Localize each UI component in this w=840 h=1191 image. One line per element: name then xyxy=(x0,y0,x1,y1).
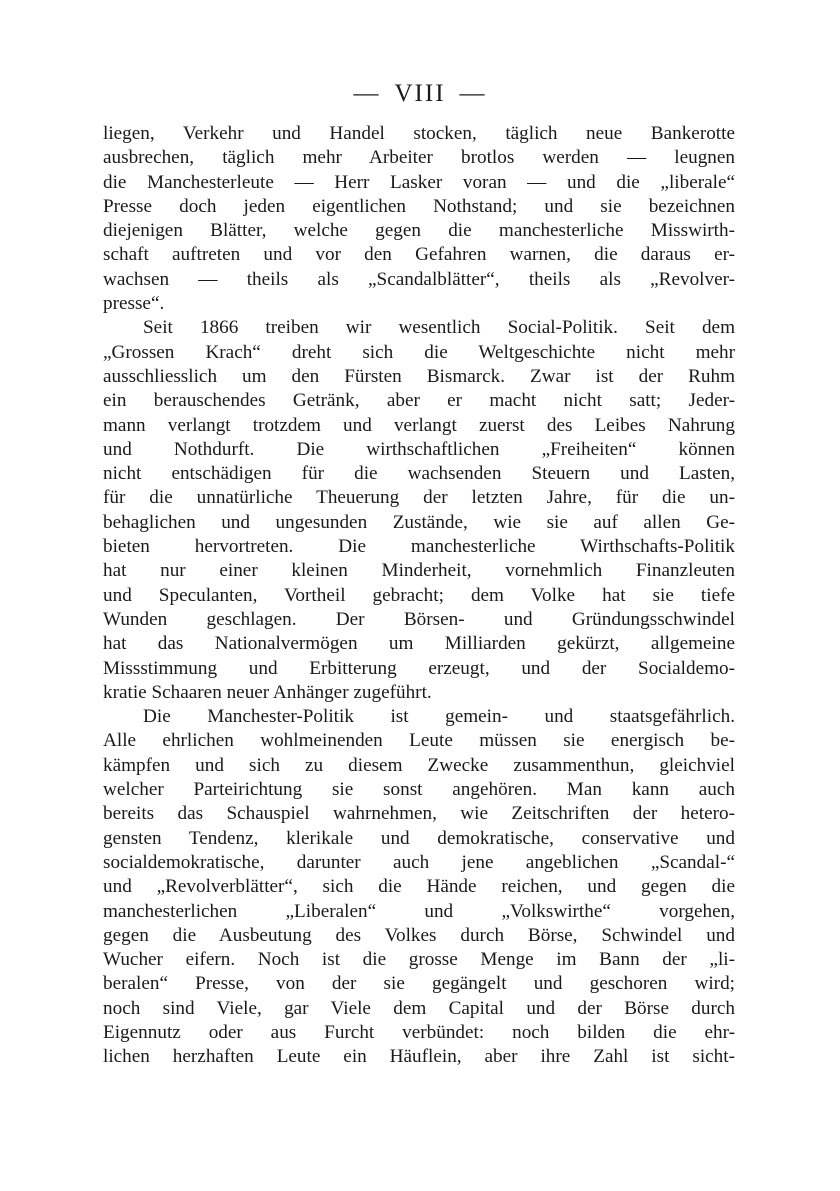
paragraph-2 xyxy=(103,316,735,705)
text-line: kämpfen und sich zu diesem Zwecke zusammenthun, gleichviel xyxy=(103,754,735,776)
text-line: „Grossen Krach“ dreht sich die Weltgeschichte nicht mehr xyxy=(103,341,735,363)
text-line: Wucher eifern. Noch ist die grosse Menge im Bann der „li- xyxy=(103,949,735,971)
text-line: beralen“ Presse, von der sie gegängelt und geschoren wird; xyxy=(103,973,735,995)
text-line: nicht entschädigen für die wachsenden Steuern und Lasten, xyxy=(103,463,735,485)
paragraph-3 xyxy=(103,705,735,1069)
text-line: Seit 1866 treiben wir wesentlich Social-Politik. Seit dem xyxy=(143,317,735,339)
text-line: hat nur einer kleinen Minderheit, vornehmlich Finanzleuten xyxy=(103,560,735,582)
text-line: Wunden geschlagen. Der Börsen- und Gründungsschwindel xyxy=(103,608,735,630)
text-line: Presse doch jeden eigentlichen Nothstand; und sie bezeichnen xyxy=(103,195,735,217)
text-line: wachsen — theils als „Scandalblätter“, theils als „Revolver- xyxy=(103,268,735,290)
text-line: hat das Nationalvermögen um Milliarden gekürzt, allgemeine xyxy=(103,633,735,655)
text-line: liegen, Verkehr und Handel stocken, täglich neue Bankerotte xyxy=(103,123,735,144)
text-line: Alle ehrlichen wohlmeinenden Leute müssen sie energisch be- xyxy=(103,730,735,752)
text-line: behaglichen und ungesunden Zustände, wie sie auf allen Ge- xyxy=(103,511,735,533)
text-line: mann verlangt trotzdem und verlangt zuerst des Leibes Nahrung xyxy=(103,414,735,436)
text-line: Missstimmung und Erbitterung erzeugt, und der Socialdemo- xyxy=(103,657,735,679)
text-line: Eigennutz oder aus Furcht verbündet: noch bilden die ehr- xyxy=(103,1021,735,1043)
text-line: socialdemokratische, darunter auch jene angeblichen „Scandal-“ xyxy=(103,851,735,873)
text-line: ein berauschendes Getränk, aber er macht nicht satt; Jeder- xyxy=(103,390,735,412)
text-line: kratie Schaaren neuer Anhänger zugeführt. xyxy=(103,681,432,703)
text-line: für die unnatürliche Theuerung der letzten Jahre, für die un- xyxy=(103,487,735,509)
text-line: gegen die Ausbeutung des Volkes durch Börse, Schwindel und xyxy=(103,924,735,946)
text-line: die Manchesterleute — Herr Lasker voran — und die „liberale“ xyxy=(103,171,735,193)
text-line: diejenigen Blätter, welche gegen die manchesterliche Misswirth- xyxy=(103,220,735,242)
text-line: bieten hervortreten. Die manchesterliche Wirthschafts-Politik xyxy=(103,536,735,558)
text-line: presse“. xyxy=(103,293,165,315)
text-line: welcher Parteirichtung sie sonst angehören. Man kann auch xyxy=(103,779,735,801)
text-line: Die Manchester-Politik ist gemein- und staatsgefährlich. xyxy=(143,706,735,728)
text-line: ausschliesslich um den Fürsten Bismarck. Zwar ist der Ruhm xyxy=(103,365,735,387)
body-text xyxy=(103,122,735,1070)
text-line: manchesterlichen „Liberalen“ und „Volkswirthe“ vorgehen, xyxy=(103,900,735,922)
text-line: und „Revolverblätter“, sich die Hände reichen, und gegen die xyxy=(103,876,735,898)
text-line: noch sind Viele, gar Viele dem Capital und der Börse durch xyxy=(103,997,735,1019)
text-line: und Nothdurft. Die wirthschaftlichen „Freiheiten“ können xyxy=(103,438,735,460)
paragraph-1 xyxy=(103,122,735,316)
page-number: VIII xyxy=(394,80,446,107)
text-line: ausbrechen, täglich mehr Arbeiter brotlos werden — leugnen xyxy=(103,147,735,169)
page-header xyxy=(0,80,840,108)
header-left-dash: — xyxy=(353,80,381,107)
text-line: und Speculanten, Vortheil gebracht; dem Volke hat sie tiefe xyxy=(103,584,735,606)
text-line: lichen herzhaften Leute ein Häuflein, aber ihre Zahl ist sicht- xyxy=(103,1046,735,1068)
text-line: bereits das Schauspiel wahrnehmen, wie Zeitschriften der hetero- xyxy=(103,803,735,825)
text-line: schaft auftreten und vor den Gefahren warnen, die daraus er- xyxy=(103,244,735,266)
text-line: gensten Tendenz, klerikale und demokratische, conservative und xyxy=(103,827,735,849)
header-right-dash: — xyxy=(459,80,487,107)
